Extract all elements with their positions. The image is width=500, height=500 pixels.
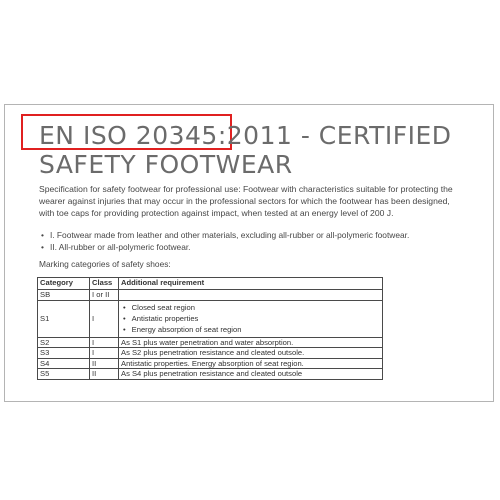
list-item: • I. Footwear made from leather and other materials, excluding all-rubber or all-polymeric footwear.	[39, 230, 469, 242]
list-item: • Closed seat region	[121, 302, 380, 313]
table-row	[38, 290, 383, 301]
cell-category: SB	[38, 290, 90, 301]
cell-category: S5	[38, 369, 90, 380]
table-row	[38, 348, 383, 359]
cell-category: S4	[38, 358, 90, 369]
table-header-row	[38, 278, 383, 290]
cell-class: I	[90, 300, 119, 337]
list-item: • II. All-rubber or all-polymeric footwear.	[39, 242, 469, 254]
intro-paragraph: Specification for safety footwear for professional use: Footwear with characteristics suitable for protecting the wearer against injuries that may occur in the professional sectors for which the footwear has been designed, with toe caps for providing protection against impact, when tested at an energy level of 200 J.	[39, 184, 453, 218]
cell-requirement: As S1 plus water penetration and water absorption.	[119, 337, 383, 348]
standard-name: EN ISO 20345:2011	[39, 121, 293, 150]
cell-category: S2	[38, 337, 90, 348]
class-list	[39, 230, 469, 253]
cell-requirement	[119, 290, 383, 301]
table-row	[38, 369, 383, 380]
page-title	[39, 121, 479, 179]
list-item: • Energy absorption of seat region	[121, 324, 380, 335]
table-row	[38, 337, 383, 348]
header-class: Class	[90, 278, 119, 290]
table-row	[38, 358, 383, 369]
cell-class: I	[90, 348, 119, 359]
cell-category: S1	[38, 300, 90, 337]
cell-class: II	[90, 369, 119, 380]
title-rest: - CERTIFIED SAFETY FOOTWEAR	[39, 121, 452, 179]
cell-requirement	[119, 300, 383, 337]
table-caption: Marking categories of safety shoes:	[39, 259, 171, 269]
list-item: • Antistatic properties	[121, 313, 380, 324]
cell-requirement: As S4 plus penetration resistance and cleated outsole	[119, 369, 383, 380]
cell-requirement: Antistatic properties. Energy absorption of seat region.	[119, 358, 383, 369]
header-requirement: Additional requirement	[119, 278, 383, 290]
cell-requirement: As S2 plus penetration resistance and cleated outsole.	[119, 348, 383, 359]
marking-categories-table	[37, 277, 383, 380]
requirement-list	[121, 302, 380, 335]
cell-class: II	[90, 358, 119, 369]
cell-class: I	[90, 337, 119, 348]
cell-class: I or II	[90, 290, 119, 301]
cell-category: S3	[38, 348, 90, 359]
header-category: Category	[38, 278, 90, 290]
table-row	[38, 300, 383, 337]
